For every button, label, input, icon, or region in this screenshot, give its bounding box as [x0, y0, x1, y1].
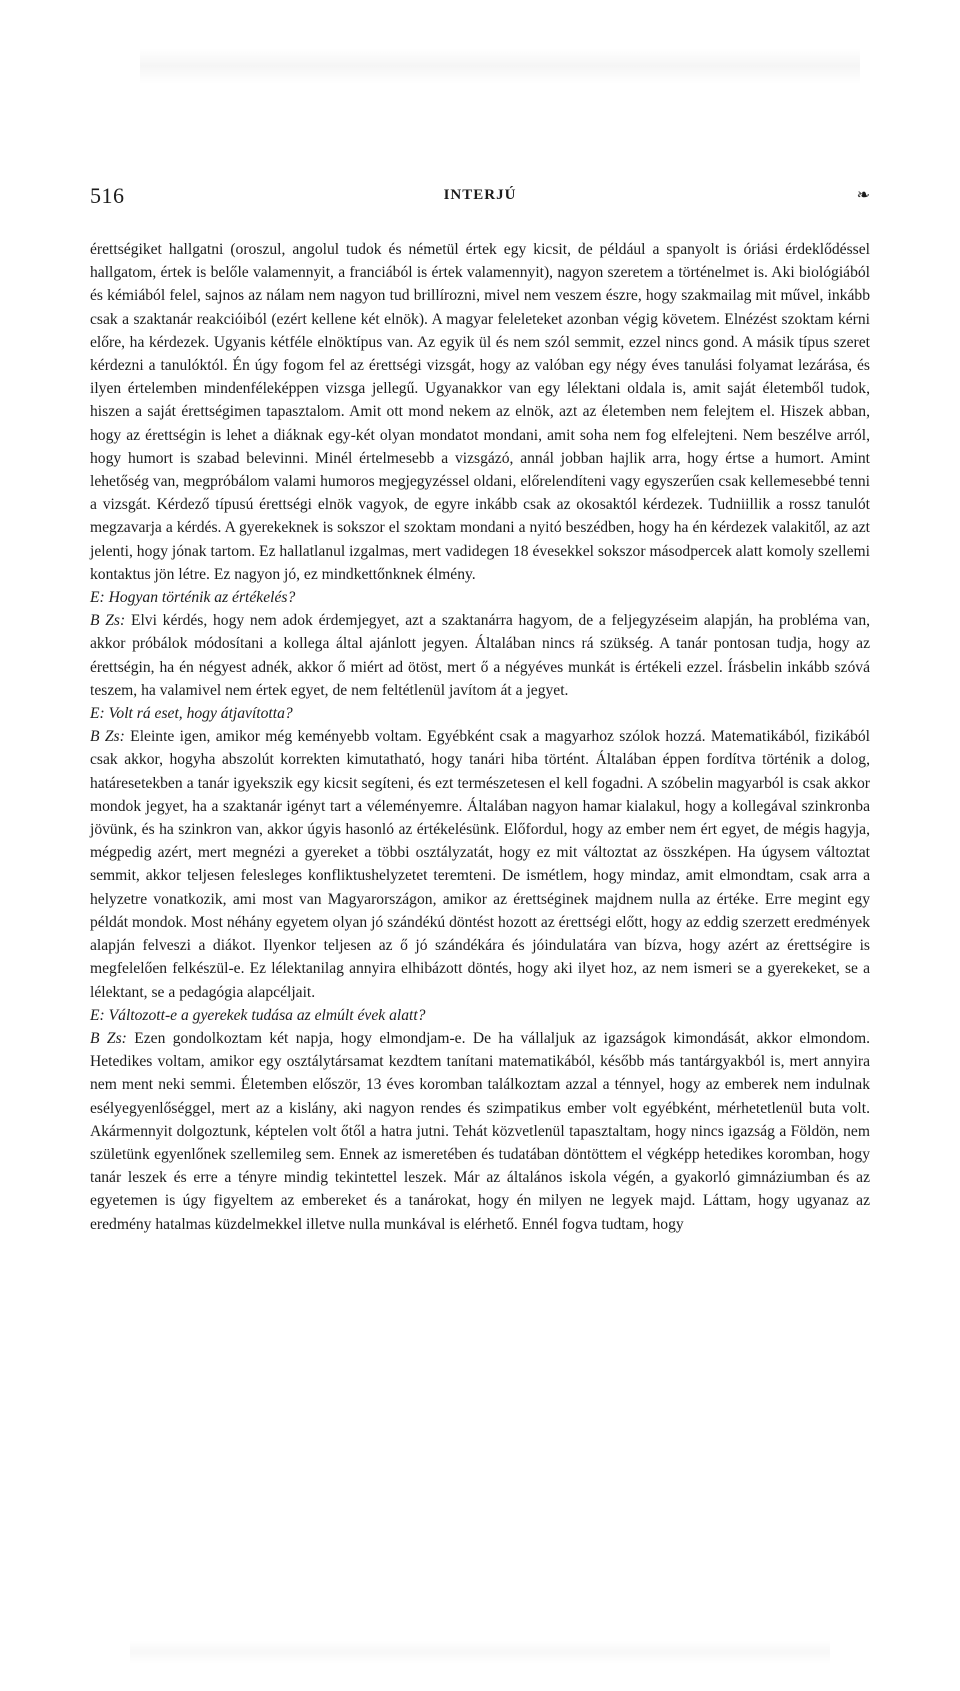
- answer-paragraph: [90, 725, 870, 1003]
- paragraph-text: Ezen gondolkoztam két napja, hogy elmondjam-e. De ha vállaljuk az igazságok kimondását, akkor elmondom. Hetedikes voltam, amikor egy osztálytársamat kezdtem tanítani matematikából, később más tantárgyakból is, mert annyira nem ment neki semmi. Életemben először, 13 éves koromban találkoztam azzal a ténnyel, hogy az emberek nem indulnak esélyegyenlőséggel, mert az a kislány, aki nagyon rendes és szimpatikus ember volt egyébként, mérhetetlenül buta volt. Akármennyit dolgoztunk, képtelen volt őtől a hatra jutni. Tehát közvetlenül tapasztaltam, hogy nincs igazság a Földön, nem születünk egyenlőnek szellemileg sem. Ennek az ismeretében és tudatában döntöttem el végképp hetedikes koromban, hogy tanár leszek és erre a tényre mindig tekintettel leszek. Már az általános iskola végén, a gyakorló gimnáziumban és az egyetemen is úgy figyeltem az embereket és a tanárokat, hogy én milyen ne legyek majd. Láttam, hogy ugyanaz az eredmény hatalmas küzdelmekkel illetve nulla munkával is elérhető. Ennél fogva tudtam, hogy: [90, 1029, 870, 1233]
- question-paragraph: [90, 586, 870, 609]
- page-header: [90, 183, 870, 213]
- speaker-label: E:: [90, 705, 105, 723]
- question-text: Volt rá eset, hogy átjavította?: [108, 705, 293, 723]
- page-number: 516: [90, 183, 125, 208]
- scan-shadow-bottom: [130, 1640, 830, 1664]
- fleuron-ornament-icon: ❧: [856, 187, 870, 204]
- speaker-label: B Zs:: [90, 1029, 127, 1047]
- speaker-label: B Zs:: [90, 612, 126, 630]
- question-text: Változott-e a gyerekek tudása az elmúlt évek alatt?: [108, 1006, 426, 1024]
- answer-paragraph: [90, 1027, 870, 1236]
- paragraph-text: érettségiket hallgatni (oroszul, angolul tudok és németül értek egy kicsit, de például a spanyolt is óriási érdeklődéssel hallgatom, értek is belőle valamennyit, a franciából is értek valamennyit), nagyon szeretem a történelmet is. Aki biológiából és kémiából felel, sajnos az nálam nem nagyon tud brillírozni, mivel nem veszem észre, hogy szakmailag mit művel, inkább csak a szaktanár reakcióiból (ezért kellene két elnök). A magyar feleleteket azonban végig követem. Elnézést szoktam kérni előre, ha kérdezek. Ugyanis kétféle elnöktípus van. Az egyik ül és nem szól semmit, ezzel nincs gond. A másik típus szeret kérdezni a tanulóktól. Én úgy fogom fel az érettségi vizsgát, hogy az valóban egy négy éves tanulási folyamat lezárása, és ilyen értelemben mindenféleképpen vizsga jellegű. Ugyanakkor van egy lélektani oldala is, amit saját életemből tudok, hiszen a saját érettségimen tapasztalom. Amit ott mond nekem az elnök, azt az életemben nem felejtem el. Hiszek abban, hogy az érettségin is lehet a diáknak egy-két olyan mondatot mondani, amit soha nem fog elfelejteni. Nem beszélve arról, hogy humort is szabad belevinni. Minél értelmesebb a vizsgázó, annál jobban hajlik arra, hogy értse a humort. Amint lehetőség van, megpróbálom valami humoros megjegyzéssel oldani, előrelendíteni vagy egyszerűen csak kellemesebbé tenni a vizsgát. Kérdező típusú érettségi elnök vagyok, de egyre inkább csak az okosaktól kérdezek. Tudniillik a rossz tanulót megzavarja a kérdés. A gyerekeknek is sokszor el szoktam mondani a nyitó beszédben, hogy ha én kérdezek valakitől, az azt jelenti, hogy jónak tartom. Ez hallatlanul izgalmas, mert vadidegen 18 évesekkel sokszor másodpercek alatt komoly szellemi kontaktus jön létre. Ez nagyon jó, ez mindkettőnknek élmény.: [90, 241, 870, 583]
- speaker-label: E:: [90, 589, 105, 607]
- answer-paragraph: [90, 238, 870, 586]
- question-paragraph: [90, 702, 870, 725]
- question-paragraph: [90, 1004, 870, 1027]
- paragraph-text: Elvi kérdés, hogy nem adok érdemjegyet, azt a szaktanárra hagyom, de a feljegyzéseim alapján, ha probléma van, akkor próbálok módosítani a kollega által ajánlott jegyen. Általában nincs rá szükség. A tanár pontosan tudja, hogy az érettségin, ha én négyest adnék, akkor ő miért ad ötöst, mert ő a négyéves munkát is értékeli ezzel. Írásbelin inkább szóvá teszem, ha valamivel nem értek egyet, de nem feltétlenül javítom át a jegyet.: [90, 612, 871, 699]
- interview-body: [90, 238, 870, 1236]
- answer-paragraph: [90, 609, 870, 702]
- speaker-label: E:: [90, 1006, 105, 1024]
- paragraph-text: Eleinte igen, amikor még keményebb voltam. Egyébként csak a magyarhoz szólok hozzá. Matematikából, fizikából csak akkor, hogyha abszolút korrekten kimutatható, hogy tanári hiba történt. Általában éppen fordítva történik a dolog, határesetekben a tanár igyekszik egy kicsit segíteni, és ezt természetesen el kell fogadni. A szóbelin magyarból is csak akkor mondok jegyet, ha a szaktanár igényt tart a véleményemre. Általában nagyon hamar kialakul, hogy a kollegával szinkronba jövünk, és ha szinkron van, akkor úgyis hasonló az értékelésünk. Előfordul, hogy az ember nem ért egyet, de mégis hagyja, mégpedig azért, mert megnézi a gyereket a többi osztályzatát, hogy ez mit változtat az összképen. Ha úgysem változtat semmit, akkor teljesen felesleges konfliktushelyzetet teremteni. De ismétlem, hogy mindaz, amit elmondtam, csak arra a helyzetre vonatkozik, ami most van Magyarországon, amikor az érettséginek majdnem nulla az értéke. Erre megint egy példát mondok. Most néhány egyetem olyan jó szándékú döntést hozott az érettségi előtt, hogy az eddig szerzett eredmények alapján felveszi a diákot. Ilyenkor teljesen az ő jó szándékára és jóindulatára van bízva, hogy azért az érettségire is megfelelően felkészül-e. Ez lélektanilag annyira elhibázott döntés, hogy aki ilyet hoz, az nem ismeri se a gyerekeket, se a lélektant, se a pedagógia alapcéljait.: [90, 728, 871, 1001]
- scan-shadow-top: [140, 48, 860, 84]
- speaker-label: B Zs:: [90, 728, 125, 746]
- question-text: Hogyan történik az értékelés?: [108, 589, 296, 607]
- running-title: INTERJÚ: [443, 187, 517, 203]
